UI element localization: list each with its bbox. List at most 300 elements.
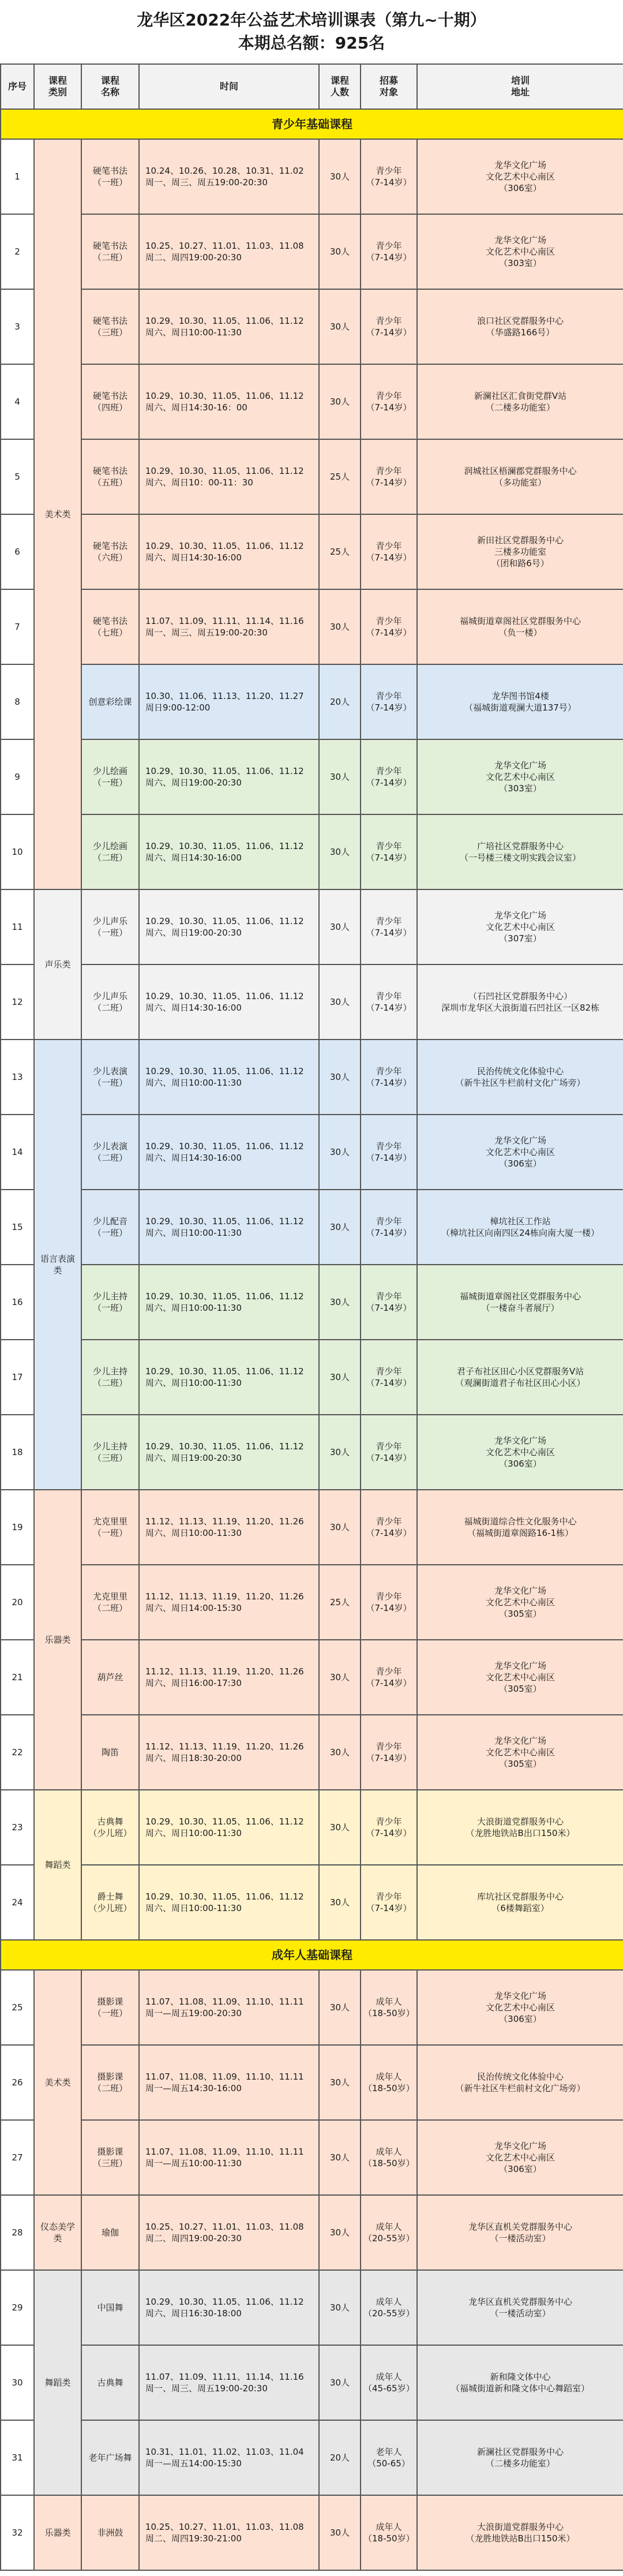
cell-line: （305室） bbox=[499, 1684, 542, 1694]
cell-line: 青少年 bbox=[376, 766, 402, 776]
course-count: 30人 bbox=[319, 1340, 361, 1415]
training-location bbox=[417, 2420, 623, 2495]
cell-line: （7-14岁） bbox=[366, 177, 412, 188]
cell-line: （华盛路166号） bbox=[486, 327, 555, 338]
table-row bbox=[1, 1865, 623, 1940]
course-count: 30人 bbox=[319, 1715, 361, 1790]
cell-line: 文化艺术中心南区 bbox=[485, 1672, 555, 1683]
cell-line: 11.07、11.08、11.09、11.10、11.11 bbox=[145, 2072, 304, 2082]
cell-line: 文化艺术中心南区 bbox=[485, 772, 555, 782]
course-count: 25人 bbox=[319, 439, 361, 514]
title-block bbox=[0, 0, 623, 63]
target-audience bbox=[361, 1490, 417, 1565]
cell-line: 文化艺术中心南区 bbox=[485, 1597, 555, 1607]
course-name bbox=[81, 964, 139, 1040]
course-time bbox=[139, 814, 319, 889]
cell-line: （7-14岁） bbox=[366, 1078, 412, 1088]
cell-line: 成年人 bbox=[376, 2372, 402, 2382]
cell-line: 10.29、10.30、11.05、11.06、11.12 bbox=[145, 1216, 304, 1227]
course-time bbox=[139, 1640, 319, 1715]
cell-line: 11.07、11.08、11.09、11.10、11.11 bbox=[145, 1997, 304, 2007]
course-name bbox=[81, 1565, 139, 1640]
cell-line: 周六、周日14:30-16:00 bbox=[145, 1153, 242, 1163]
cell-line: （团和路6号） bbox=[491, 558, 549, 569]
course-time bbox=[139, 2495, 319, 2570]
course-time bbox=[139, 2270, 319, 2345]
cell-line: 文化艺术中心南区 bbox=[485, 1447, 555, 1457]
training-location bbox=[417, 889, 623, 964]
cell-line: （306室） bbox=[499, 2014, 542, 2024]
category-cell: 语言表演类 bbox=[34, 1040, 81, 1490]
cell-line: 樟坑社区工作站 bbox=[490, 1216, 551, 1227]
course-name bbox=[81, 1190, 139, 1265]
table-row bbox=[1, 2195, 623, 2270]
cell-line: 11.12、11.13、11.19、11.20、11.26 bbox=[145, 1516, 304, 1527]
cell-line: （五班） bbox=[92, 477, 127, 488]
cell-line: 龙华文化广场 bbox=[494, 2141, 546, 2151]
course-time bbox=[139, 289, 319, 364]
header-no: 序号 bbox=[1, 64, 34, 109]
row-number: 30 bbox=[1, 2345, 34, 2420]
course-count: 30人 bbox=[319, 2345, 361, 2420]
target-audience bbox=[361, 664, 417, 739]
target-audience bbox=[361, 2495, 417, 2570]
cell-line: 民治传统文化体验中心 bbox=[476, 2072, 564, 2082]
cell-line: （7-14岁） bbox=[366, 1603, 412, 1613]
cell-line: 青少年 bbox=[376, 991, 402, 1001]
table-row bbox=[1, 1415, 623, 1490]
cell-line: （一楼活动室） bbox=[490, 2233, 551, 2244]
cell-line: 大浪街道党群服务中心 bbox=[476, 1816, 564, 1827]
cell-line: 10.29、10.30、11.05、11.06、11.12 bbox=[145, 1891, 304, 1902]
cell-line: 少儿表演 bbox=[92, 1141, 127, 1151]
row-number: 12 bbox=[1, 964, 34, 1040]
target-audience bbox=[361, 814, 417, 889]
cell-line: 周六、周日16:30-18:00 bbox=[145, 2308, 242, 2319]
course-time bbox=[139, 1565, 319, 1640]
cell-line: 周一—周五14:00-15:30 bbox=[145, 2458, 242, 2469]
table-row bbox=[1, 1790, 623, 1865]
course-count: 30人 bbox=[319, 1265, 361, 1340]
cell-line: 摄影课 bbox=[97, 2072, 123, 2082]
cell-line: 青少年 bbox=[376, 1366, 402, 1377]
course-time bbox=[139, 2420, 319, 2495]
course-name bbox=[81, 514, 139, 589]
cell-line: （一班） bbox=[92, 1303, 127, 1313]
cell-line: 成年人 bbox=[376, 1997, 402, 2007]
course-name bbox=[81, 1415, 139, 1490]
cell-line: 少儿配音 bbox=[92, 1216, 127, 1227]
training-location bbox=[417, 139, 623, 214]
cell-line: （少儿班） bbox=[88, 1903, 132, 1913]
course-count: 30人 bbox=[319, 2495, 361, 2570]
course-time bbox=[139, 1865, 319, 1940]
header-category: 课程 类别 bbox=[34, 64, 81, 109]
category-cell: 仪态美学类 bbox=[34, 2195, 81, 2270]
target-audience bbox=[361, 2045, 417, 2120]
cell-line: 深圳市龙华区大浪街道石凹社区一区82栋 bbox=[441, 1003, 600, 1013]
cell-line: （7-14岁） bbox=[366, 1153, 412, 1163]
cell-line: 青少年 bbox=[376, 1891, 402, 1902]
row-number: 20 bbox=[1, 1565, 34, 1640]
training-location bbox=[417, 514, 623, 589]
cell-line: 龙华文化广场 bbox=[494, 1435, 546, 1446]
course-name bbox=[81, 1790, 139, 1865]
cell-line: 文化艺术中心南区 bbox=[485, 1147, 555, 1157]
cell-line: 龙华区直机关党群服务中心 bbox=[468, 2222, 572, 2232]
cell-line: 瑜伽 bbox=[101, 2227, 119, 2238]
course-count: 30人 bbox=[319, 1865, 361, 1940]
training-location bbox=[417, 1865, 623, 1940]
training-location bbox=[417, 2195, 623, 2270]
training-location bbox=[417, 2270, 623, 2345]
cell-line: 龙华文化广场 bbox=[494, 910, 546, 921]
cell-line: 10.25、10.27、11.01、11.03、11.08 bbox=[145, 241, 304, 251]
cell-line: 周六、周日10:00-11:30 bbox=[145, 1528, 242, 1538]
target-audience bbox=[361, 2195, 417, 2270]
training-location bbox=[417, 739, 623, 814]
cell-line: （福城街道新和隆文体中心舞蹈室） bbox=[451, 2383, 590, 2394]
course-count: 30人 bbox=[319, 1190, 361, 1265]
cell-line: 10.29、10.30、11.05、11.06、11.12 bbox=[145, 541, 304, 551]
cell-line: （龙胜地铁站B出口150米） bbox=[466, 1828, 575, 1838]
course-count: 30人 bbox=[319, 739, 361, 814]
course-time bbox=[139, 2195, 319, 2270]
training-location bbox=[417, 1565, 623, 1640]
cell-line: （7-14岁） bbox=[366, 1528, 412, 1538]
cell-line: 古典舞 bbox=[97, 2377, 123, 2388]
cell-line: （306室） bbox=[499, 183, 542, 193]
cell-line: （50-65） bbox=[367, 2458, 410, 2469]
row-number: 23 bbox=[1, 1790, 34, 1865]
cell-line: （一班） bbox=[92, 177, 127, 188]
cell-line: 周一、周三、周五19:00-20:30 bbox=[145, 177, 268, 188]
cell-line: （7-14岁） bbox=[366, 1828, 412, 1838]
course-count: 30人 bbox=[319, 139, 361, 214]
course-name bbox=[81, 1040, 139, 1115]
cell-line: 青少年 bbox=[376, 391, 402, 401]
cell-line: （二班） bbox=[92, 252, 127, 263]
course-name bbox=[81, 139, 139, 214]
row-number: 24 bbox=[1, 1865, 34, 1940]
training-location bbox=[417, 1415, 623, 1490]
schedule-table bbox=[0, 63, 623, 2571]
table-row bbox=[1, 589, 623, 664]
table-row bbox=[1, 2420, 623, 2495]
cell-line: （二楼多功能室） bbox=[485, 402, 555, 413]
cell-line: 10.29、10.30、11.05、11.06、11.12 bbox=[145, 1441, 304, 1452]
cell-line: （六班） bbox=[92, 552, 127, 563]
cell-line: 青少年 bbox=[376, 1066, 402, 1076]
cell-line: （一班） bbox=[92, 928, 127, 938]
cell-line: （303室） bbox=[499, 783, 542, 794]
course-time bbox=[139, 739, 319, 814]
course-count: 30人 bbox=[319, 2120, 361, 2195]
target-audience bbox=[361, 739, 417, 814]
course-time bbox=[139, 2120, 319, 2195]
cell-line: 周二、周四19:30-21:00 bbox=[145, 2533, 242, 2544]
row-number: 2 bbox=[1, 214, 34, 289]
target-audience bbox=[361, 589, 417, 664]
course-name bbox=[81, 2420, 139, 2495]
cell-line: （新牛社区牛栏前村文化广场旁） bbox=[455, 2083, 586, 2093]
course-time bbox=[139, 964, 319, 1040]
cell-line: 周六、周日10:00-11:30 bbox=[145, 1228, 242, 1238]
cell-line: （7-14岁） bbox=[366, 1228, 412, 1238]
cell-line: （305室） bbox=[499, 1759, 542, 1769]
course-name bbox=[81, 2345, 139, 2420]
cell-line: （7-14岁） bbox=[366, 1903, 412, 1913]
cell-line: 龙华文化广场 bbox=[494, 1135, 546, 1146]
cell-line: （多功能室） bbox=[494, 477, 546, 488]
table-row bbox=[1, 664, 623, 739]
table-row bbox=[1, 1265, 623, 1340]
cell-line: 古典舞 bbox=[97, 1816, 123, 1827]
cell-line: 10.29、10.30、11.05、11.06、11.12 bbox=[145, 2297, 304, 2307]
target-audience bbox=[361, 1415, 417, 1490]
cell-line: 创意彩绘课 bbox=[88, 697, 132, 707]
cell-line: 周六、周日10:00-11:30 bbox=[145, 1828, 242, 1838]
course-count: 25人 bbox=[319, 514, 361, 589]
cell-line: 青少年 bbox=[376, 166, 402, 176]
table-header-row bbox=[1, 64, 623, 109]
cell-line: 龙华文化广场 bbox=[494, 760, 546, 771]
course-count: 30人 bbox=[319, 1970, 361, 2045]
training-location bbox=[417, 1970, 623, 2045]
cell-line: （少儿班） bbox=[88, 1828, 132, 1838]
category-cell: 声乐类 bbox=[34, 889, 81, 1040]
course-name bbox=[81, 1715, 139, 1790]
cell-line: 新田社区党群服务中心 bbox=[476, 535, 564, 545]
total-quota: 本期总名额：925名 bbox=[238, 33, 385, 53]
course-count: 20人 bbox=[319, 2420, 361, 2495]
target-audience bbox=[361, 1115, 417, 1190]
course-name bbox=[81, 439, 139, 514]
target-audience bbox=[361, 1340, 417, 1415]
target-audience bbox=[361, 514, 417, 589]
cell-line: 10.29、10.30、11.05、11.06、11.12 bbox=[145, 841, 304, 851]
page-title: 龙华区2022年公益艺术培训课表（第九~十期） bbox=[137, 10, 486, 29]
table-row bbox=[1, 1565, 623, 1640]
category-cell: 美术类 bbox=[34, 1970, 81, 2195]
course-time bbox=[139, 1265, 319, 1340]
table-row bbox=[1, 739, 623, 814]
cell-line: （306室） bbox=[499, 2164, 542, 2174]
cell-line: 周六、周日10：00-11：30 bbox=[145, 477, 253, 488]
cell-line: （18-50岁） bbox=[363, 2158, 415, 2169]
cell-line: 青少年 bbox=[376, 1591, 402, 1602]
training-location bbox=[417, 1040, 623, 1115]
cell-line: 龙华文化广场 bbox=[494, 1736, 546, 1746]
cell-line: 10.29、10.30、11.05、11.06、11.12 bbox=[145, 1141, 304, 1151]
table-row bbox=[1, 289, 623, 364]
table-row bbox=[1, 1115, 623, 1190]
table-row bbox=[1, 1040, 623, 1115]
row-number: 17 bbox=[1, 1340, 34, 1415]
cell-line: 少儿主持 bbox=[92, 1291, 127, 1302]
row-number: 18 bbox=[1, 1415, 34, 1490]
table-row bbox=[1, 2120, 623, 2195]
cell-line: 青少年 bbox=[376, 1741, 402, 1752]
target-audience bbox=[361, 1970, 417, 2045]
cell-line: 10.29、10.30、11.05、11.06、11.12 bbox=[145, 466, 304, 476]
cell-line: 成年人 bbox=[376, 2222, 402, 2232]
cell-line: （三班） bbox=[92, 2158, 127, 2169]
cell-line: 硬笔书法 bbox=[92, 316, 127, 326]
training-location bbox=[417, 214, 623, 289]
course-count: 30人 bbox=[319, 1415, 361, 1490]
cell-line: 龙华文化广场 bbox=[494, 1586, 546, 1596]
cell-line: （7-14岁） bbox=[366, 327, 412, 338]
training-location bbox=[417, 2495, 623, 2570]
cell-line: 青少年 bbox=[376, 1141, 402, 1151]
cell-line: 11.12、11.13、11.19、11.20、11.26 bbox=[145, 1666, 304, 1677]
target-audience bbox=[361, 1865, 417, 1940]
header-count: 课程 人数 bbox=[319, 64, 361, 109]
row-number: 14 bbox=[1, 1115, 34, 1190]
course-count: 30人 bbox=[319, 214, 361, 289]
category-cell: 乐器类 bbox=[34, 2495, 81, 2570]
cell-line: （三班） bbox=[92, 327, 127, 338]
cell-line: （石凹社区党群服务中心） bbox=[468, 991, 572, 1001]
cell-line: 老年人 bbox=[376, 2447, 402, 2457]
cell-line: 青少年 bbox=[376, 316, 402, 326]
cell-line: 周六、周日19:00-20:30 bbox=[145, 777, 242, 788]
cell-line: 青少年 bbox=[376, 1216, 402, 1227]
row-number: 11 bbox=[1, 889, 34, 964]
cell-line: 新澜社区汇食街党群V站 bbox=[474, 391, 567, 401]
course-name bbox=[81, 2045, 139, 2120]
course-time bbox=[139, 1790, 319, 1865]
cell-line: 青少年 bbox=[376, 916, 402, 926]
row-number: 22 bbox=[1, 1715, 34, 1790]
cell-line: 青少年 bbox=[376, 841, 402, 851]
course-time bbox=[139, 1490, 319, 1565]
cell-line: 成年人 bbox=[376, 2072, 402, 2082]
cell-line: 周六、周日14:00-15:30 bbox=[145, 1603, 242, 1613]
cell-line: 三楼多功能室 bbox=[494, 547, 546, 557]
category-cell: 舞蹈类 bbox=[34, 2270, 81, 2495]
training-location bbox=[417, 664, 623, 739]
training-location bbox=[417, 1190, 623, 1265]
training-location bbox=[417, 1340, 623, 1415]
cell-line: （二班） bbox=[92, 1378, 127, 1388]
cell-line: （二班） bbox=[92, 2083, 127, 2093]
cell-line: 文化艺术中心南区 bbox=[485, 246, 555, 257]
training-location bbox=[417, 1790, 623, 1865]
course-name bbox=[81, 1490, 139, 1565]
cell-line: （303室） bbox=[499, 258, 542, 268]
cell-line: （一班） bbox=[92, 1228, 127, 1238]
course-count: 30人 bbox=[319, 2270, 361, 2345]
target-audience bbox=[361, 2345, 417, 2420]
table-row bbox=[1, 2345, 623, 2420]
cell-line: 周六、周日14:30-16：00 bbox=[145, 402, 247, 413]
course-count: 30人 bbox=[319, 364, 361, 439]
course-count: 30人 bbox=[319, 2045, 361, 2120]
target-audience bbox=[361, 439, 417, 514]
row-number: 19 bbox=[1, 1490, 34, 1565]
training-location bbox=[417, 439, 623, 514]
cell-line: 11.12、11.13、11.19、11.20、11.26 bbox=[145, 1741, 304, 1752]
table-row bbox=[1, 2495, 623, 2570]
cell-line: （一号楼三楼文明实践会议室） bbox=[459, 853, 581, 863]
course-name bbox=[81, 589, 139, 664]
cell-line: 少儿绘画 bbox=[92, 766, 127, 776]
cell-line: 龙华文化广场 bbox=[494, 1661, 546, 1671]
training-location bbox=[417, 1715, 623, 1790]
course-count: 30人 bbox=[319, 289, 361, 364]
course-time bbox=[139, 139, 319, 214]
cell-line: 周六、周日14:30-16:00 bbox=[145, 552, 242, 563]
cell-line: （7-14岁） bbox=[366, 627, 412, 638]
cell-line: （龙胜地铁站B出口150米） bbox=[466, 2533, 575, 2544]
course-time bbox=[139, 214, 319, 289]
course-count: 30人 bbox=[319, 2195, 361, 2270]
cell-line: （7-14岁） bbox=[366, 928, 412, 938]
cell-line: （一班） bbox=[92, 2008, 127, 2018]
course-time bbox=[139, 589, 319, 664]
row-number: 13 bbox=[1, 1040, 34, 1115]
section-header-row bbox=[1, 109, 623, 139]
cell-line: 10.25、10.27、11.01、11.03、11.08 bbox=[145, 2522, 304, 2532]
table-row bbox=[1, 139, 623, 214]
cell-line: 青少年 bbox=[376, 466, 402, 476]
course-name bbox=[81, 814, 139, 889]
cell-line: 周一—周五19:00-20:30 bbox=[145, 2008, 242, 2018]
course-count: 30人 bbox=[319, 814, 361, 889]
cell-line: （305室） bbox=[499, 1609, 542, 1619]
cell-line: 周六、周日14:30-16:00 bbox=[145, 853, 242, 863]
course-time bbox=[139, 364, 319, 439]
cell-line: （7-14岁） bbox=[366, 477, 412, 488]
schedule-table-body bbox=[1, 64, 623, 2570]
table-row bbox=[1, 1640, 623, 1715]
cell-line: 少儿绘画 bbox=[92, 841, 127, 851]
section-title: 青少年基础课程 bbox=[1, 109, 623, 139]
course-time bbox=[139, 1190, 319, 1265]
training-location bbox=[417, 2045, 623, 2120]
table-row bbox=[1, 2045, 623, 2120]
target-audience bbox=[361, 1190, 417, 1265]
cell-line: 硬笔书法 bbox=[92, 241, 127, 251]
cell-line: （45-65岁） bbox=[363, 2383, 415, 2394]
cell-line: 民治传统文化体验中心 bbox=[476, 1066, 564, 1076]
target-audience bbox=[361, 1790, 417, 1865]
cell-line: 少儿声乐 bbox=[92, 991, 127, 1001]
course-time bbox=[139, 889, 319, 964]
header-target: 招募 对象 bbox=[361, 64, 417, 109]
cell-line: （7-14岁） bbox=[366, 1303, 412, 1313]
table-row bbox=[1, 514, 623, 589]
table-row bbox=[1, 1715, 623, 1790]
cell-line: （307室） bbox=[499, 933, 542, 944]
section-header-row bbox=[1, 1940, 623, 1970]
course-name bbox=[81, 1865, 139, 1940]
course-name bbox=[81, 1115, 139, 1190]
cell-line: 10.24、10.26、10.28、10.31、11.02 bbox=[145, 166, 304, 176]
training-location bbox=[417, 2120, 623, 2195]
cell-line: 11.07、11.08、11.09、11.10、11.11 bbox=[145, 2147, 304, 2157]
row-number: 4 bbox=[1, 364, 34, 439]
row-number: 32 bbox=[1, 2495, 34, 2570]
cell-line: 周六、周日10:00-11:30 bbox=[145, 1903, 242, 1913]
cell-line: （樟坑社区向南四区24栋向南大厦一楼） bbox=[441, 1228, 600, 1238]
target-audience bbox=[361, 889, 417, 964]
cell-line: 润城社区梧澜郡党群服务中心 bbox=[464, 466, 577, 476]
cell-line: 摄影课 bbox=[97, 1997, 123, 2007]
cell-line: 周日9:00-12:00 bbox=[145, 702, 211, 713]
